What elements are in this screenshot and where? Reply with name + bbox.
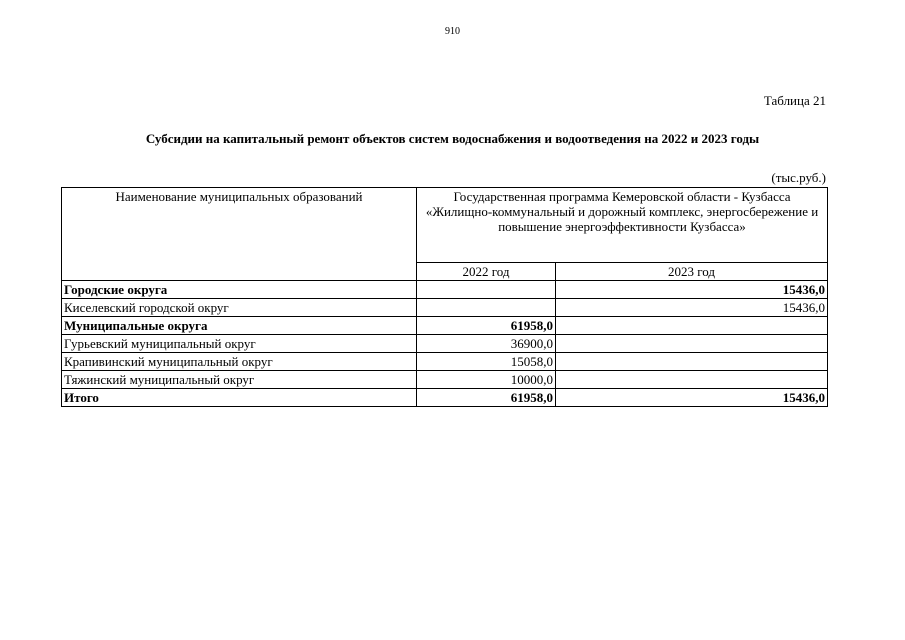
row-value-2022: 61958,0 [417, 317, 556, 335]
subsidy-table [61, 187, 828, 407]
row-value-2022: 61958,0 [417, 389, 556, 407]
row-value-2023 [556, 353, 828, 371]
header-year-2022: 2022 год [417, 263, 556, 281]
table-row [62, 281, 828, 299]
units-label: (тыс.руб.) [771, 170, 826, 185]
row-name: Муниципальные округа [62, 317, 417, 335]
row-name: Киселевский городской округ [62, 299, 417, 317]
header-year-2023: 2023 год [556, 263, 828, 281]
header-municipality-name: Наименование муниципальных образований [62, 188, 417, 281]
row-name: Итого [62, 389, 417, 407]
page-number: 910 [445, 26, 460, 37]
row-name: Городские округа [62, 281, 417, 299]
row-value-2023 [556, 335, 828, 353]
row-name: Тяжинский муниципальный округ [62, 371, 417, 389]
row-value-2022 [417, 281, 556, 299]
table-row [62, 371, 828, 389]
row-value-2023: 15436,0 [556, 299, 828, 317]
row-name: Крапивинский муниципальный округ [62, 353, 417, 371]
row-value-2023 [556, 371, 828, 389]
table-header-row [62, 188, 828, 263]
table-row [62, 299, 828, 317]
row-value-2022: 15058,0 [417, 353, 556, 371]
row-value-2022 [417, 299, 556, 317]
header-program: Государственная программа Кемеровской области - Кузбасса «Жилищно-коммунальный и дорожный комплекс, энергосбережение и повышение энергоэффективности Кузбасса» [417, 188, 828, 263]
row-value-2022: 36900,0 [417, 335, 556, 353]
row-name: Гурьевский муниципальный округ [62, 335, 417, 353]
table-row [62, 335, 828, 353]
table-label: Таблица 21 [763, 93, 826, 108]
table-row [62, 317, 828, 335]
row-value-2022: 10000,0 [417, 371, 556, 389]
row-value-2023: 15436,0 [556, 389, 828, 407]
table-row [62, 353, 828, 371]
table-total-row [62, 389, 828, 407]
document-title: Субсидии на капитальный ремонт объектов систем водоснабжения и водоотведения на 2022 и 2023 годы [145, 131, 760, 146]
row-value-2023 [556, 317, 828, 335]
row-value-2023: 15436,0 [556, 281, 828, 299]
